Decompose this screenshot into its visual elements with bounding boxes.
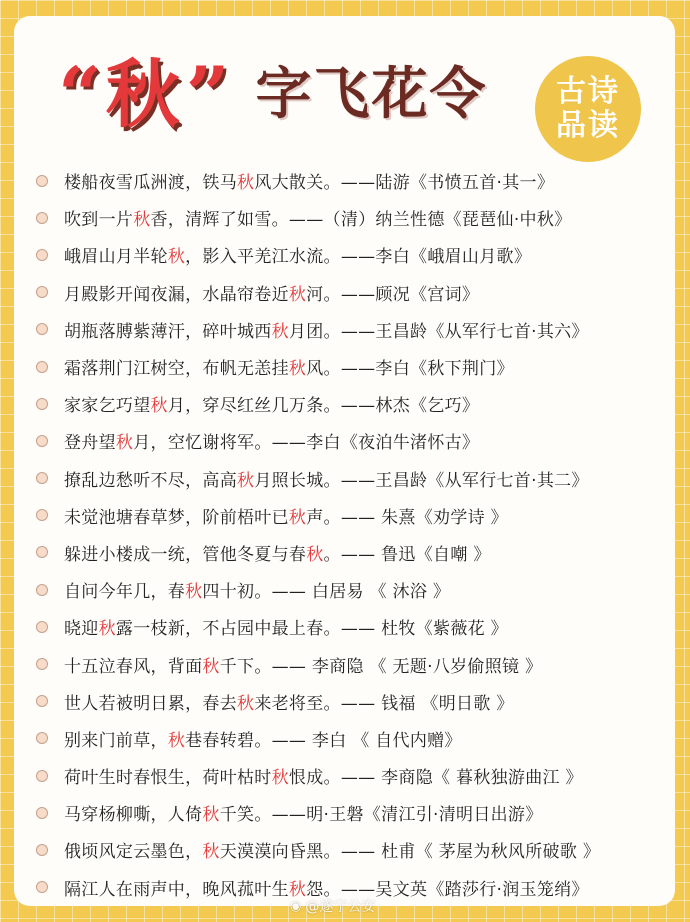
poem-text-after: 月团。——王昌龄《从军行七首·其六》 — [288, 321, 589, 342]
bullet-icon — [36, 509, 48, 521]
poem-text-after: 千笑。——明·王磐《清江引·清明日出游》 — [219, 805, 543, 826]
poem-text-after: 香，清辉了如雪。——（清）纳兰性德《琵琶仙·中秋》 — [150, 210, 572, 231]
poem-text-after: 。—— 鲁迅《自嘲 》 — [323, 544, 491, 565]
poem-text-before: 自问今年几，春 — [64, 582, 186, 603]
bullet-icon — [36, 621, 48, 633]
poem-text-before: 荷叶生时春恨生，荷叶枯时 — [64, 768, 272, 789]
poem-line — [0, 460, 690, 497]
bullet-icon — [36, 807, 48, 819]
poem-text — [64, 614, 508, 639]
poem-text-before: 世人若被明日累，春去 — [64, 693, 237, 714]
poem-text-before: 霜落荆门江树空，布帆无恙挂 — [64, 359, 289, 380]
bullet-icon — [36, 584, 48, 596]
bullet-icon — [36, 732, 48, 744]
poem-text-after: 声。—— 朱熹《劝学诗 》 — [306, 507, 508, 528]
poem-keyword: 秋 — [185, 582, 203, 603]
poem-line — [0, 683, 690, 720]
poem-text-before: 未觉池塘春草梦，阶前梧叶已 — [64, 507, 289, 528]
poem-text-before: 撩乱边愁听不尽，高高 — [64, 470, 237, 491]
poem-text-before: 十五泣春风，背面 — [64, 656, 203, 677]
poem-text-before: 躲进小楼成一统，管他冬夏与春 — [64, 544, 307, 565]
poem-text-before: 俄顷风定云墨色， — [64, 842, 203, 863]
poem-text — [64, 652, 542, 677]
poem-text — [64, 168, 554, 193]
bullet-icon — [36, 770, 48, 782]
bullet-icon — [36, 175, 48, 187]
poem-text — [64, 503, 508, 528]
poem-line — [0, 720, 690, 757]
poem-text — [64, 280, 479, 305]
watermark-text: @遂宁公安 — [305, 899, 376, 915]
poem-keyword: 秋 — [115, 433, 134, 454]
title-text: 字飞花令 — [255, 62, 488, 127]
poem-text-after: 月照长城。——王昌龄《从军行七首·其二》 — [254, 470, 589, 491]
poem-text-before: 峨眉山月半轮 — [64, 247, 168, 268]
poem-keyword: 秋 — [271, 321, 289, 342]
poem-text-after: 河。——顾况《宫词》 — [306, 284, 480, 305]
poem-text-before: 家家乞巧望 — [64, 396, 151, 417]
poem-line — [0, 645, 690, 682]
poem-line — [0, 534, 690, 571]
watermark — [290, 896, 375, 916]
poem-keyword: 秋 — [288, 359, 307, 380]
bullet-icon — [36, 249, 48, 261]
poem-keyword: 秋 — [237, 173, 255, 194]
poem-text — [64, 577, 450, 602]
poem-text-before: 胡瓶落膊紫薄汗，碎叶城西 — [64, 321, 272, 342]
poem-line — [0, 757, 690, 794]
bullet-icon — [36, 398, 48, 410]
poem-keyword: 秋 — [98, 619, 116, 640]
poem-text-before: 别来门前草， — [64, 730, 168, 751]
poem-text — [64, 354, 514, 379]
bullet-icon — [36, 472, 48, 484]
poem-text — [64, 763, 583, 788]
poem-text — [64, 689, 514, 714]
poem-text-before: 吹到一片 — [64, 210, 134, 231]
bullet-icon — [36, 361, 48, 373]
poem-text — [64, 242, 531, 267]
poem-text — [64, 837, 600, 862]
poem-keyword: 秋 — [150, 396, 168, 417]
title-quote-open: “ — [58, 50, 102, 139]
bullet-icon — [36, 323, 48, 335]
poem-text-after: 风大散关。——陆游《书愤五首·其一》 — [254, 173, 555, 194]
poem-text-before: 月殿影开闻夜漏，水晶帘卷近 — [64, 284, 289, 305]
poem-text-after: ，影入平羌江水流。——李白《峨眉山月歌》 — [185, 247, 532, 268]
poem-keyword: 秋 — [288, 507, 307, 528]
poem-text — [64, 391, 479, 416]
poem-list — [0, 162, 690, 906]
poem-keyword: 秋 — [288, 879, 307, 900]
bullet-icon — [36, 212, 48, 224]
poem-text-after: 月，空忆谢将军。——李白《夜泊牛渚怀古》 — [133, 433, 480, 454]
poem-text-after: 恨成。—— 李商隐《 暮秋独游曲江 》 — [288, 768, 583, 789]
bullet-icon — [36, 881, 48, 893]
bullet-icon — [36, 286, 48, 298]
poem-text-after: 怨。——吴文英《踏莎行·润玉笼绡》 — [306, 879, 589, 900]
poem-keyword: 秋 — [133, 210, 151, 231]
poem-text — [64, 800, 543, 825]
title-keyword: 秋 — [105, 52, 182, 138]
poem-text-before: 登舟望 — [64, 433, 116, 454]
poem-keyword: 秋 — [202, 805, 220, 826]
poem-keyword: 秋 — [167, 247, 186, 268]
bullet-icon — [36, 695, 48, 707]
poem-keyword: 秋 — [202, 656, 220, 677]
bullet-icon — [36, 658, 48, 670]
poem-line — [0, 274, 690, 311]
poem-text-after: 风。——李白《秋下荆门》 — [306, 359, 514, 380]
weibo-icon: ◉ — [290, 898, 302, 914]
poem-keyword: 秋 — [202, 842, 220, 863]
poem-text — [64, 726, 462, 751]
badge-line-2: 品读 — [556, 108, 620, 143]
poem-line — [0, 608, 690, 645]
poem-text-before: 隔江人在雨声中，晚风菰叶生 — [64, 879, 289, 900]
page-title — [58, 40, 487, 150]
poem-text — [64, 466, 589, 491]
poem-keyword: 秋 — [167, 730, 186, 751]
poem-line — [0, 236, 690, 273]
poem-text — [64, 428, 479, 453]
poem-line — [0, 794, 690, 831]
poem-line — [0, 348, 690, 385]
poem-text — [64, 540, 491, 565]
poem-line — [0, 311, 690, 348]
bullet-icon — [36, 844, 48, 856]
poem-text-after: 月，穿尽红丝几万条。——林杰《乞巧》 — [167, 396, 480, 417]
poem-text-after: 天漠漠向昏黑。—— 杜甫《 茅屋为秋风所破歌 》 — [219, 842, 601, 863]
badge-line-1: 古诗 — [556, 73, 620, 109]
title-quote-close: ” — [185, 50, 230, 139]
poem-text — [64, 205, 571, 230]
poem-line — [0, 162, 690, 199]
poem-line — [0, 831, 690, 868]
poem-line — [0, 571, 690, 608]
poem-line — [0, 422, 690, 459]
poem-line — [0, 199, 690, 236]
poem-line — [0, 497, 690, 534]
poem-keyword: 秋 — [271, 768, 289, 789]
poem-keyword: 秋 — [237, 693, 255, 714]
poem-text-after: 巷春转碧。—— 李白 《 自代内赠》 — [185, 730, 462, 751]
poem-keyword: 秋 — [237, 470, 255, 491]
poem-text — [64, 317, 589, 342]
poem-text-after: 四十初。—— 白居易 《 沐浴 》 — [202, 582, 451, 603]
poem-text-after: 露一枝新，不占园中最上春。—— 杜牧《紫薇花 》 — [115, 619, 508, 640]
poem-text-before: 楼船夜雪瓜洲渡，铁马 — [64, 173, 237, 194]
poem-line — [0, 385, 690, 422]
poem-text-before: 晓迎 — [64, 619, 99, 640]
bullet-icon — [36, 546, 48, 558]
category-badge — [535, 56, 641, 162]
poem-keyword: 秋 — [288, 284, 307, 305]
poem-keyword: 秋 — [306, 544, 324, 565]
poem-text-before: 马穿杨柳嘶，人倚 — [64, 805, 203, 826]
poem-text-after: 来老将至。—— 钱福 《明日歌 》 — [254, 693, 514, 714]
poem-text-after: 千下。—— 李商隐 《 无题·八岁偷照镜 》 — [219, 656, 543, 677]
bullet-icon — [36, 435, 48, 447]
